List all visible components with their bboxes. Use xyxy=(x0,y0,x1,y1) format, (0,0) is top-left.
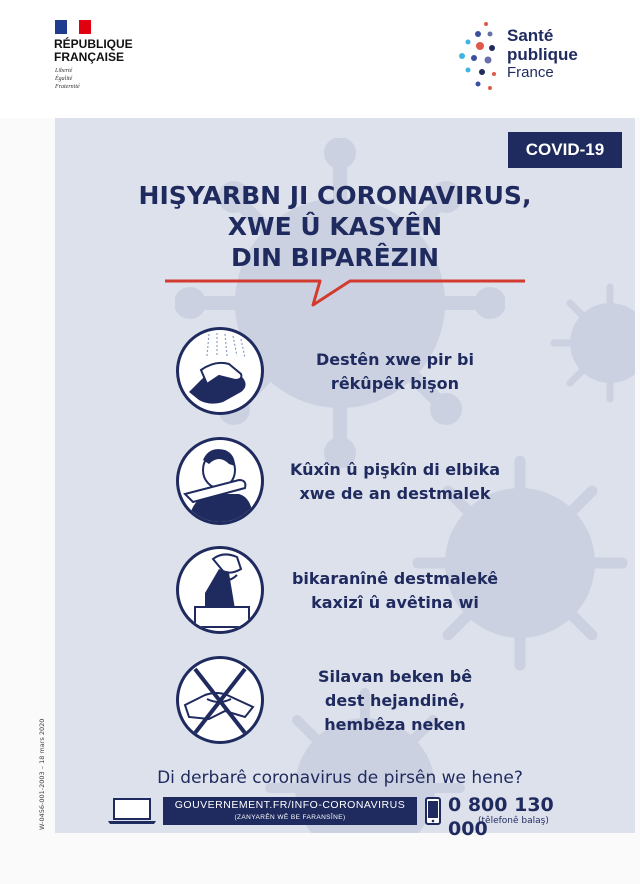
headline xyxy=(100,180,570,273)
tip-4-line-2: dest hejandinê, xyxy=(324,691,466,710)
no-handshake-icon xyxy=(176,656,264,744)
laptop-icon xyxy=(106,797,158,825)
hand-washing-icon xyxy=(176,327,264,415)
tissue-bin-icon xyxy=(176,546,264,634)
header xyxy=(0,0,640,118)
phone-number[interactable]: 0 800 130 000 xyxy=(448,794,554,840)
phone-icon xyxy=(425,797,441,825)
tip-1-line-1: Destên xwe pir bi xyxy=(316,350,474,369)
sante-publique-logo xyxy=(456,20,498,92)
headline-line-3: DIN BIPARÊZIN xyxy=(230,243,440,272)
tip-4-line-1: Silavan beken bê xyxy=(317,667,473,686)
republique-francaise-title xyxy=(54,38,164,64)
info-url-link[interactable] xyxy=(163,797,417,825)
phone-note: (têlefonê balaş) xyxy=(478,816,549,826)
sp-word-sante: Santé xyxy=(507,26,554,45)
tip-2-text xyxy=(270,458,520,506)
info-url-note: (ZANYARÊN WÊ BE FARANSÎNE) xyxy=(234,814,346,821)
tip-4-line-3: hembêza neken xyxy=(324,715,466,734)
rf-motto-line: Liberté xyxy=(55,68,73,74)
questions-prompt: Di derbarê coronavirus de pirsên we hene? xyxy=(157,768,523,788)
speech-bubble-line xyxy=(160,272,530,310)
rf-motto-line: Égalité xyxy=(55,76,73,82)
covid-badge: COVID-19 xyxy=(508,132,622,168)
tip-1-text xyxy=(270,348,520,396)
sante-publique-wordmark xyxy=(507,26,617,82)
document-reference: W-0456-001-2003 – 18 mars 2020 xyxy=(38,718,46,830)
tip-2-line-1: Kûxîn û pişkîn di elbika xyxy=(290,460,500,479)
rf-motto-line: Fraternité xyxy=(55,84,80,90)
tip-4-text xyxy=(270,665,520,737)
virus-small-icon xyxy=(545,278,635,408)
rf-title-line: RÉPUBLIQUE xyxy=(54,37,133,51)
republique-motto xyxy=(55,67,115,91)
headline-line-2: XWE Û KASYÊN xyxy=(227,212,443,241)
info-url-text[interactable]: GOUVERNEMENT.FR/INFO-CORONAVIRUS xyxy=(174,799,406,811)
rf-title-line: FRANÇAISE xyxy=(54,50,125,64)
tip-3-line-1: bikaranînê destmalekê xyxy=(291,569,499,588)
tip-2-line-2: xwe de an destmalek xyxy=(299,484,491,503)
sp-word-publique: publique xyxy=(507,45,578,64)
headline-line-1: HIŞYARBN JI CORONAVIRUS, xyxy=(138,181,532,210)
french-flag-logo xyxy=(55,20,91,34)
tip-3-line-2: kaxizî û avêtina wi xyxy=(311,593,479,612)
tip-1-line-2: rêkûpêk bişon xyxy=(330,374,460,393)
tip-3-text xyxy=(270,567,520,615)
sp-word-france: France xyxy=(507,64,554,81)
cough-elbow-icon xyxy=(176,437,264,525)
